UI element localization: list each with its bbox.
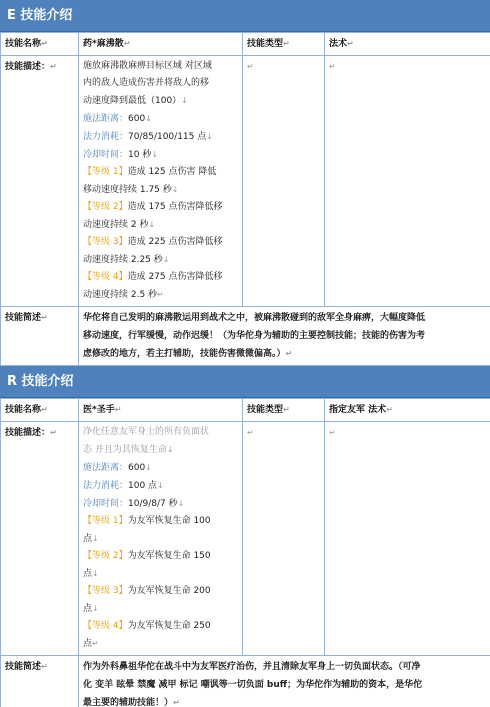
- r-name-row: [1, 399, 490, 422]
- e-summary-line: 移动速度，行军缓慢，动作迟缓！（为华佗身为辅助的主要控制技能；技能的伤害为考: [83, 331, 426, 341]
- e-name-row: [1, 33, 490, 56]
- e-cost-line: 法力消耗：70/85/100/115 点↓: [83, 132, 213, 142]
- r-level-1: 【等级 1】为友军恢复生命 100: [83, 516, 211, 526]
- r-desc-empty-1: ↵: [243, 422, 325, 656]
- e-level-4: 【等级 4】造成 275 点伤害降低移: [83, 272, 223, 282]
- r-level-3: 【等级 3】为友军恢复生命 200: [83, 586, 211, 596]
- e-level-1-cont: 移动速度持续 1.75 秒↓: [83, 185, 179, 195]
- e-heading-text: E 技能介绍: [7, 8, 73, 23]
- r-heading-text: R 技能介绍: [7, 374, 74, 389]
- e-desc-row: [1, 56, 490, 307]
- e-desc-line: 动速度降到最低（100）↓: [83, 96, 188, 106]
- e-level-2-cont: 动速度持续 2 秒↓: [83, 220, 156, 230]
- e-skill-table: [0, 32, 490, 366]
- e-desc-empty-1: ↵: [243, 56, 325, 307]
- e-section-heading: [0, 0, 490, 32]
- r-cd-line: 冷却时间：10/9/8/7 秒↓: [83, 499, 185, 509]
- e-range-line: 施法距离：600↓: [83, 114, 152, 124]
- e-cd-line: 冷却时间：10 秒↓: [83, 150, 159, 160]
- r-cost-line: 法力消耗：100 点↓: [83, 481, 164, 491]
- e-desc-line: 施放麻沸散麻痹目标区域 对区域: [83, 61, 212, 71]
- r-level-3-cont: 点↓: [83, 604, 99, 614]
- r-level-2-cont: 点↓: [83, 569, 99, 579]
- e-desc-label: 技能描述：↵: [1, 56, 79, 307]
- e-desc-line: 内的敌人造成伤害并将敌人的移: [83, 78, 210, 88]
- r-summary-content: [79, 656, 490, 707]
- r-desc-content: [79, 422, 243, 656]
- e-level-1: 【等级 1】造成 125 点伤害 降低: [83, 167, 217, 177]
- r-desc-line: 态 并且为其恢复生命↓: [83, 445, 174, 455]
- r-level-1-cont: 点↓: [83, 534, 99, 544]
- e-summary-content: [79, 307, 490, 366]
- e-summary-line: 华佗将自己发明的麻沸散运用到战术之中，被麻沸散碰到的敌军全身麻痹，大幅度降低: [83, 313, 426, 323]
- r-type-value: 指定友军 法术↵: [325, 399, 490, 422]
- e-type-label: 技能类型↵: [243, 33, 325, 56]
- r-level-4: 【等级 4】为友军恢复生命 250: [83, 621, 211, 631]
- r-section-heading: [0, 366, 490, 398]
- r-summary-label: 技能简述↵: [1, 656, 79, 707]
- r-level-4-cont: 点↵: [83, 639, 99, 649]
- r-type-label: 技能类型↵: [243, 399, 325, 422]
- r-skill-section: [0, 366, 490, 707]
- e-level-2: 【等级 2】造成 175 点伤害降低移: [83, 202, 223, 212]
- r-desc-empty-2: ↵: [325, 422, 490, 656]
- r-summary-line: 作为外科鼻祖华佗在战斗中为友军医疗治伤，并且清除友军身上一切负面状态。（可净: [83, 662, 421, 672]
- r-name-value: 医*圣手↵: [79, 399, 243, 422]
- e-type-value: 法术↵: [325, 33, 490, 56]
- e-desc-content: [79, 56, 243, 307]
- r-desc-line: 净化任意友军身上的所有负面状: [83, 427, 210, 437]
- r-desc-label: 技能描述：↵: [1, 422, 79, 656]
- r-level-2: 【等级 2】为友军恢复生命 150: [83, 551, 211, 561]
- r-skill-table: [0, 398, 490, 707]
- e-level-3-cont: 动速度持续 2.25 秒↓: [83, 255, 170, 265]
- e-desc-empty-2: ↵: [325, 56, 490, 307]
- e-level-3: 【等级 3】造成 225 点伤害降低移: [83, 237, 223, 247]
- r-desc-row: [1, 422, 490, 656]
- e-summary-label: 技能简述↵: [1, 307, 79, 366]
- e-level-4-cont: 动速度持续 2.5 秒↵: [83, 290, 164, 300]
- r-summary-line: 最主要的辅助技能！）↵: [83, 698, 180, 707]
- e-name-value: 药*麻沸散↵: [79, 33, 243, 56]
- r-summary-row: [1, 656, 490, 707]
- e-name-label: 技能名称↵: [1, 33, 79, 56]
- e-summary-line: 虑修改的地方，若主打辅助，技能伤害微微偏高。）↵: [83, 349, 293, 359]
- r-name-label: 技能名称↵: [1, 399, 79, 422]
- r-summary-line: 化 变羊 眩晕 禁魔 减甲 标记 嘲讽等一切负面 buff；为华佗作为辅助的资本，是华佗: [83, 680, 423, 690]
- r-range-line: 施法距离：600↓: [83, 463, 152, 473]
- e-summary-row: [1, 307, 490, 366]
